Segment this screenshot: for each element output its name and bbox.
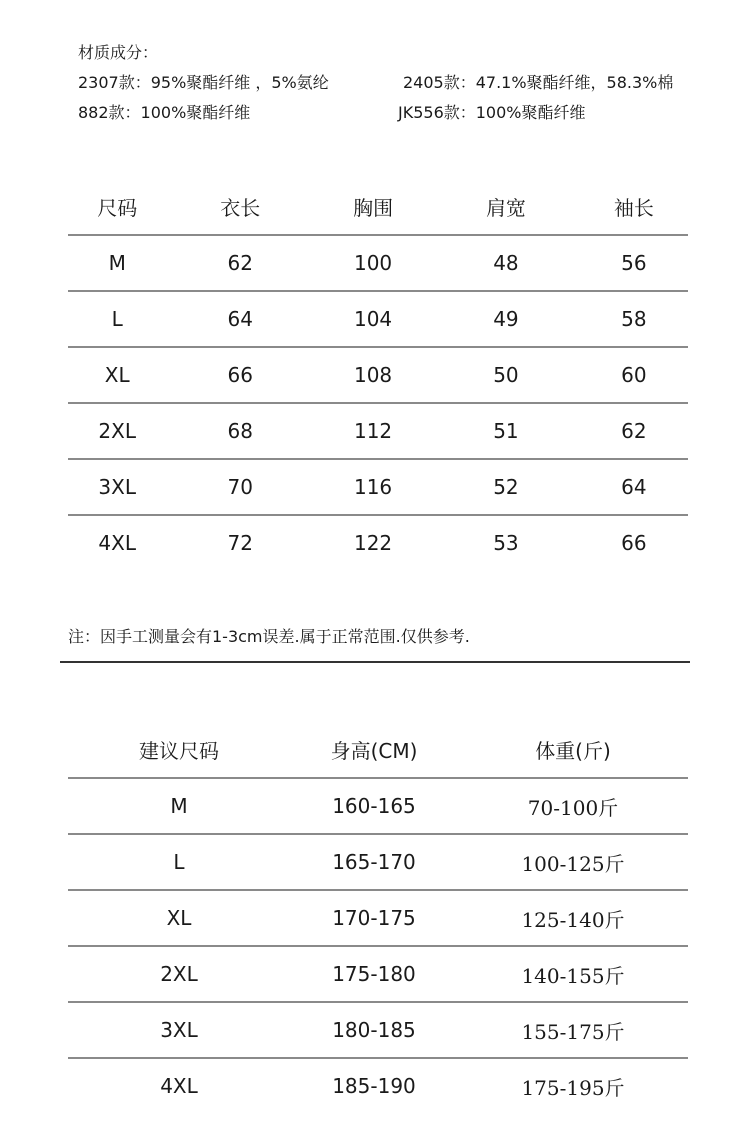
cell-shoulder: 50 (493, 363, 519, 387)
cell-size: XL (104, 363, 130, 387)
cell-shoulder: 49 (493, 307, 519, 331)
size-chart-table (68, 178, 688, 570)
cell-size: M (108, 251, 126, 275)
header-length: 衣长 (220, 195, 261, 220)
size-table-header (68, 178, 688, 236)
material-composition (78, 38, 738, 128)
cell-weight: 125-140斤 (521, 907, 625, 932)
table-row (68, 516, 688, 570)
table-row (68, 236, 688, 292)
header-chest: 胸围 (353, 195, 394, 220)
cell-size: 3XL (98, 475, 136, 499)
cell-size: 2XL (160, 962, 198, 986)
cell-sleeve: 58 (621, 307, 647, 331)
measurement-note: 注：因手工测量会有1-3cm误差.属于正常范围.仅供参考. (68, 627, 470, 646)
header-size: 尺码 (97, 195, 138, 220)
cell-height: 170-175 (332, 906, 416, 930)
cell-weight: 100-125斤 (521, 851, 625, 876)
material-2405: 2405款：47.1%聚酯纤维，58.3%棉 (403, 73, 674, 92)
material-2307: 2307款：95%聚酯纤维 ，5%氨纶 (78, 73, 329, 92)
cell-chest: 116 (353, 475, 393, 499)
cell-shoulder: 52 (493, 475, 519, 499)
table-row (68, 292, 688, 348)
cell-length: 68 (227, 419, 253, 443)
cell-shoulder: 51 (493, 419, 519, 443)
cell-height: 180-185 (332, 1018, 416, 1042)
cell-sleeve: 64 (621, 475, 647, 499)
cell-height: 175-180 (332, 962, 416, 986)
cell-size: XL (166, 906, 192, 930)
cell-chest: 100 (353, 251, 393, 275)
cell-length: 72 (227, 531, 253, 555)
material-title: 材质成分： (78, 43, 159, 62)
cell-height: 185-190 (332, 1074, 416, 1098)
table-row (68, 779, 688, 835)
material-row-2 (78, 98, 738, 128)
header-height: 身高(CM) (330, 739, 418, 763)
table-row (68, 1059, 688, 1113)
cell-size: M (170, 794, 188, 818)
material-jk556: JK556款：100%聚酯纤维 (398, 103, 586, 122)
cell-weight: 140-155斤 (521, 963, 625, 988)
table-row (68, 460, 688, 516)
cell-chest: 122 (353, 531, 393, 555)
cell-sleeve: 66 (621, 531, 647, 555)
cell-size: 3XL (160, 1018, 198, 1042)
table-row (68, 348, 688, 404)
table-row (68, 835, 688, 891)
cell-chest: 104 (353, 307, 393, 331)
material-row-1 (78, 68, 738, 98)
cell-weight: 155-175斤 (521, 1019, 625, 1044)
cell-size: L (111, 307, 123, 331)
size-recommendation-table (68, 722, 688, 1113)
cell-length: 70 (227, 475, 253, 499)
table-row (68, 947, 688, 1003)
cell-size: L (173, 850, 185, 874)
cell-shoulder: 53 (493, 531, 519, 555)
cell-sleeve: 62 (621, 419, 647, 443)
header-recommended-size: 建议尺码 (139, 739, 219, 763)
cell-shoulder: 48 (493, 251, 519, 275)
section-divider (60, 661, 690, 663)
material-title-row (78, 38, 738, 68)
header-sleeve: 袖长 (613, 195, 654, 220)
cell-size: 4XL (160, 1074, 198, 1098)
cell-size: 2XL (98, 419, 136, 443)
cell-chest: 108 (353, 363, 393, 387)
cell-size: 4XL (98, 531, 136, 555)
recommend-table-header (68, 722, 688, 779)
table-row (68, 404, 688, 460)
material-882: 882款：100%聚酯纤维 (78, 103, 251, 122)
cell-sleeve: 56 (621, 251, 647, 275)
cell-weight: 70-100斤 (527, 795, 619, 820)
table-row (68, 1003, 688, 1059)
cell-weight: 175-195斤 (521, 1075, 625, 1100)
cell-length: 64 (227, 307, 253, 331)
header-weight: 体重(斤) (535, 739, 611, 763)
header-shoulder: 肩宽 (485, 195, 526, 220)
cell-length: 66 (227, 363, 253, 387)
cell-height: 160-165 (332, 794, 416, 818)
cell-height: 165-170 (332, 850, 416, 874)
cell-chest: 112 (353, 419, 393, 443)
cell-sleeve: 60 (621, 363, 647, 387)
table-row (68, 891, 688, 947)
cell-length: 62 (227, 251, 253, 275)
